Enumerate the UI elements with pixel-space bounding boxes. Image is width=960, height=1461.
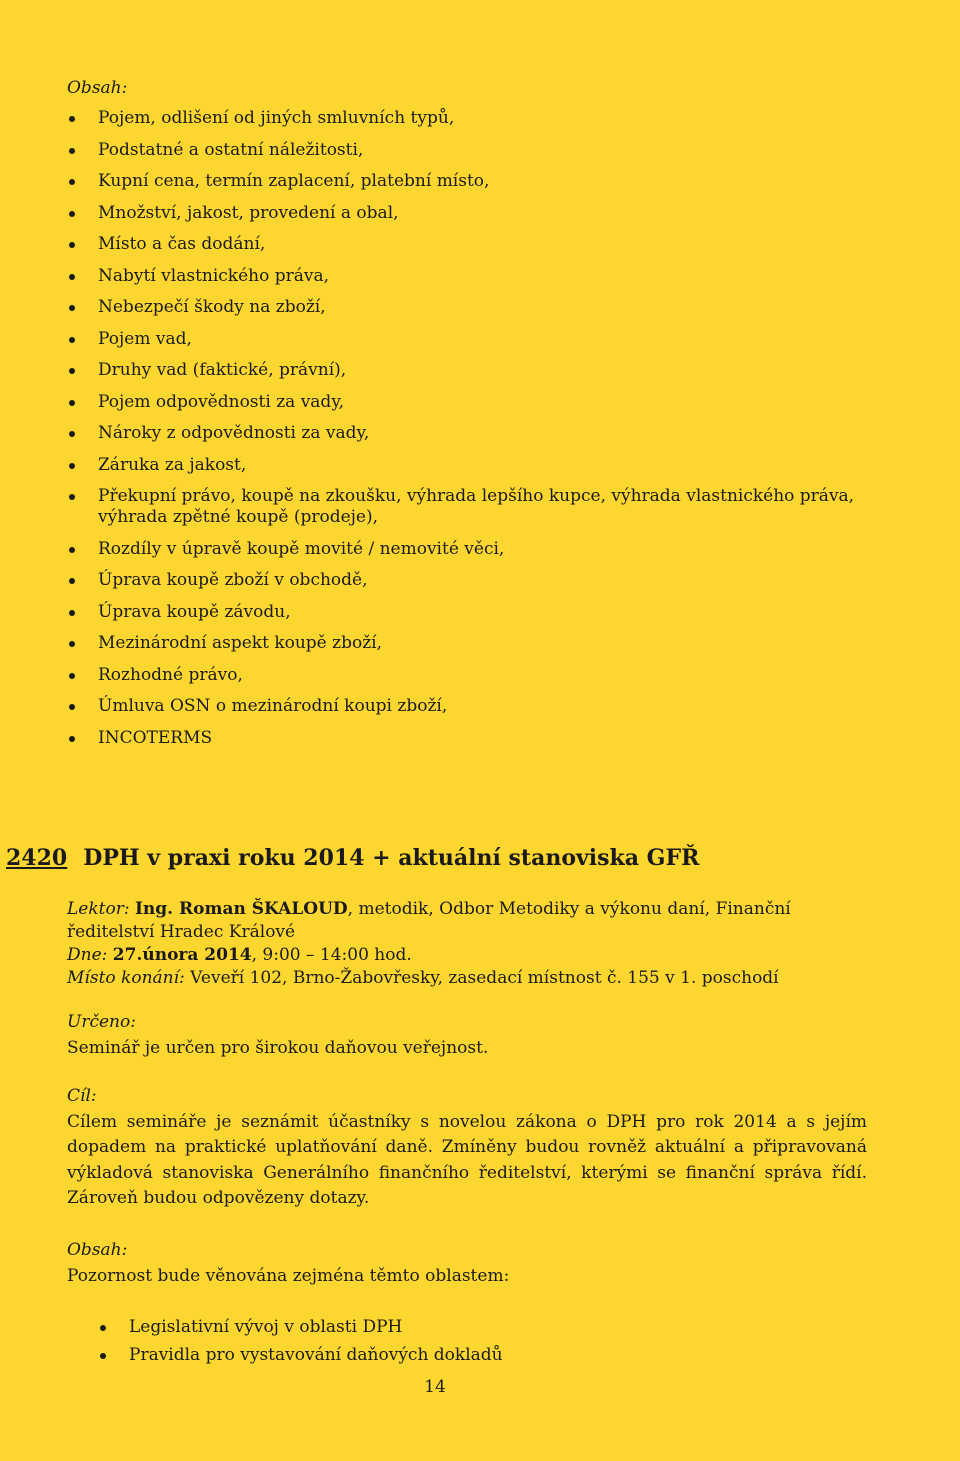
course-title: DPH v praxi roku 2014 + aktuální stanoviska GFŘ bbox=[83, 845, 700, 871]
list-item: Mezinárodní aspekt koupě zboží, bbox=[67, 633, 867, 654]
course-number: 2420 bbox=[6, 845, 68, 871]
list-item: Pojem vad, bbox=[67, 329, 867, 350]
lektor-name: Ing. Roman ŠKALOUD bbox=[134, 899, 348, 919]
list-item: Místo a čas dodání, bbox=[67, 234, 867, 255]
list-item: Pravidla pro vystavování daňových dokladů bbox=[98, 1345, 503, 1366]
list-item: Druhy vad (faktické, právní), bbox=[67, 360, 867, 381]
cil-text: Cílem semináře je seznámit účastníky s novelou zákona o DPH pro rok 2014 a s jejím dopadem na praktické uplatňování daně. Zmíněny budou rovněž aktuální a připravovaná výkladová stanoviska Generálního finančního ředitelství, kterými se finanční správa řídí. Zároveň budou odpovězeny dotazy. bbox=[67, 1111, 867, 1208]
list-item: Pojem odpovědnosti za vady, bbox=[67, 392, 867, 413]
list-item: Pojem, odlišení od jiných smluvních typů, bbox=[67, 108, 867, 129]
obsah-list bbox=[98, 1317, 503, 1373]
list-item: Rozhodné právo, bbox=[67, 665, 867, 686]
list-item: Úprava koupě závodu, bbox=[67, 602, 867, 623]
place-value: Veveří 102, Brno-Žabovřesky, zasedací místnost č. 155 v 1. poschodí bbox=[184, 968, 779, 988]
course-info bbox=[67, 898, 867, 990]
urceno-section bbox=[67, 1010, 867, 1061]
obsah-label-2: Obsah: bbox=[67, 1240, 128, 1260]
list-item: Podstatné a ostatní náležitosti, bbox=[67, 140, 867, 161]
list-item: Množství, jakost, provedení a obal, bbox=[67, 203, 867, 224]
list-item: Překupní právo, koupě na zkoušku, výhrada lepšího kupce, výhrada vlastnického práva, výhrada zpětné koupě (prodeje), bbox=[67, 486, 867, 528]
date-label: Dne: bbox=[67, 945, 108, 965]
list-item: Rozdíly v úpravě koupě movité / nemovité věci, bbox=[67, 539, 867, 560]
page-number: 14 bbox=[424, 1377, 446, 1397]
time-value: , 9:00 – 14:00 hod. bbox=[251, 945, 412, 965]
cil-label: Cíl: bbox=[67, 1086, 97, 1106]
course-heading bbox=[6, 845, 699, 871]
date-value: 27.února 2014 bbox=[112, 945, 252, 965]
obsah-intro: Pozornost bude věnována zejména těmto oblastem: bbox=[67, 1265, 510, 1286]
obsah-section bbox=[67, 1238, 867, 1289]
topics-list bbox=[67, 108, 867, 759]
list-item: Úmluva OSN o mezinárodní koupi zboží, bbox=[67, 696, 867, 717]
list-item: Legislativní vývoj v oblasti DPH bbox=[98, 1317, 503, 1338]
lektor-desc: , metodik, Odbor Metodiky a výkonu daní, Finanční ředitelství Hradec Králové bbox=[67, 899, 791, 942]
list-item: Záruka za jakost, bbox=[67, 455, 867, 476]
list-item: Kupní cena, termín zaplacení, platební místo, bbox=[67, 171, 867, 192]
list-item: INCOTERMS bbox=[67, 728, 867, 749]
date-line bbox=[67, 944, 867, 967]
place-line bbox=[67, 967, 867, 990]
lektor-line bbox=[67, 898, 867, 944]
list-item: Nároky z odpovědnosti za vady, bbox=[67, 423, 867, 444]
list-item: Nabytí vlastnického práva, bbox=[67, 266, 867, 287]
cil-section bbox=[67, 1084, 867, 1212]
list-item: Úprava koupě zboží v obchodě, bbox=[67, 570, 867, 591]
place-label: Místo konání: bbox=[67, 968, 185, 988]
list-item: Nebezpečí škody na zboží, bbox=[67, 297, 867, 318]
urceno-text: Seminář je určen pro širokou daňovou veřejnost. bbox=[67, 1037, 489, 1058]
lektor-label: Lektor: bbox=[67, 899, 130, 919]
urceno-label: Určeno: bbox=[67, 1012, 136, 1032]
obsah-label: Obsah: bbox=[67, 78, 128, 98]
